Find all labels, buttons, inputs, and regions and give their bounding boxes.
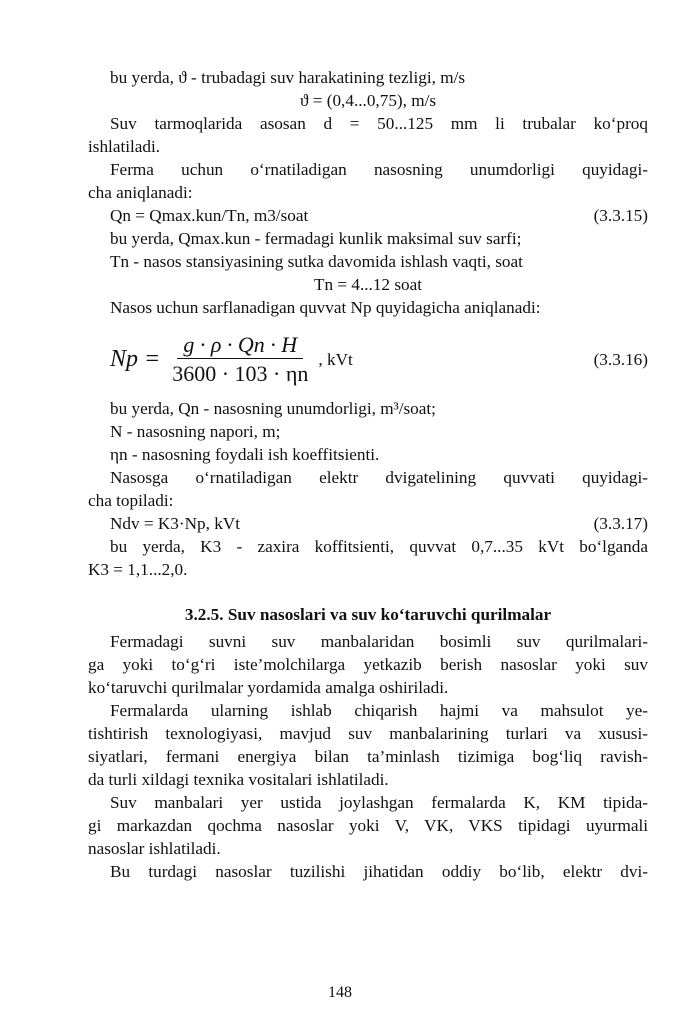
text-line: Ferma uchun o‘rnatiladigan nasosning unumdorligi quyidagi- bbox=[110, 160, 648, 179]
fraction-denominator: 3600 · 103 · ηn bbox=[172, 361, 309, 386]
paragraph-line: gi markazdan qochma nasoslar yoki V, VK, VKS tipidagi uyurmali bbox=[88, 816, 648, 835]
equation-formula: Ndv = K3·Np, kVt bbox=[110, 514, 240, 533]
section-heading: 3.2.5. Suv nasoslari va suv ko‘taruvchi qurilmalar bbox=[184, 605, 552, 624]
equation-3-3-17 bbox=[88, 512, 648, 535]
text-line: Tn - nasos stansiyasining sutka davomida ishlash vaqti, soat bbox=[110, 252, 523, 271]
text-line: cha topiladi: bbox=[88, 491, 174, 510]
equation-number: (3.3.15) bbox=[593, 206, 648, 225]
text-line: bu yerda, Qmax.kun - fermadagi kunlik maksimal suv sarfi; bbox=[110, 229, 522, 248]
text-line: ηn - nasosning foydali ish koeffitsienti. bbox=[110, 445, 380, 464]
text-line: bu yerda, Qn - nasosning unumdorligi, m³/soat; bbox=[110, 399, 436, 418]
text-line: N - nasosning napori, m; bbox=[110, 422, 281, 441]
paragraph-line: da turli xildagi texnika vositalari ishlatiladi. bbox=[88, 770, 389, 789]
equation-number: (3.3.17) bbox=[593, 514, 648, 533]
text-line: cha aniqlanadi: bbox=[88, 183, 193, 202]
paragraph-line: ko‘taruvchi qurilmalar yordamida amalga oshiriladi. bbox=[88, 678, 449, 697]
page-body bbox=[88, 66, 648, 883]
text-line: ishlatiladi. bbox=[88, 137, 161, 156]
equation-lhs: Np = bbox=[110, 345, 161, 372]
paragraph-line: tishtirish texnologiyasi, mavjud suv manbalarining turlari va xususi- bbox=[88, 724, 648, 743]
text-line: Suv tarmoqlarida asosan d = 50...125 mm li trubalar ko‘proq bbox=[110, 114, 648, 133]
paragraph-line: siyatlari, fermani energiya bilan ta’minlash tizimiga bog‘liq ravish- bbox=[88, 747, 648, 766]
equation-unit: , kVt bbox=[318, 349, 353, 369]
text-line: bu yerda, ϑ - trubadagi suv harakatining tezligi, m/s bbox=[110, 68, 466, 87]
text-line: K3 = 1,1...2,0. bbox=[88, 560, 188, 579]
velocity-range-line: ϑ = (0,4...0,75), m/s bbox=[299, 91, 437, 110]
text-line: Tn = 4...12 soat bbox=[313, 275, 423, 294]
paragraph-line: Fermadagi suvni suv manbalaridan bosimli suv qurilmalari- bbox=[110, 632, 648, 651]
page-number: 148 bbox=[328, 984, 352, 1001]
paragraph-line: nasoslar ishlatiladi. bbox=[88, 839, 221, 858]
fraction bbox=[166, 333, 314, 385]
equation-3-3-16 bbox=[88, 321, 648, 397]
equation-3-3-15 bbox=[88, 204, 648, 227]
paragraph-line: ga yoki to‘g‘ri iste’molchilarga yetkazib berish nasoslar yoki suv bbox=[88, 655, 648, 674]
equation-number: (3.3.16) bbox=[593, 349, 648, 369]
paragraph-line: Fermalarda ularning ishlab chiqarish hajmi va mahsulot ye- bbox=[110, 701, 648, 720]
fraction-numerator: g · ρ · Qn · H bbox=[177, 333, 303, 359]
paragraph-line: Suv manbalari yer ustida joylashgan fermalarda K, KM tipida- bbox=[110, 793, 648, 812]
text-line: Nasosga o‘rnatiladigan elektr dvigatelining quvvati quyidagi- bbox=[110, 468, 648, 487]
paragraph-line: Bu turdagi nasoslar tuzilishi jihatidan oddiy bo‘lib, elektr dvi- bbox=[110, 862, 648, 881]
text-line: Nasos uchun sarflanadigan quvvat Np quyidagicha aniqlanadi: bbox=[110, 298, 541, 317]
equation-formula: Qn = Qmax.kun/Tn, m3/soat bbox=[110, 206, 309, 225]
text-line: bu yerda, K3 - zaxira koffitsienti, quvvat 0,7...35 kVt bo‘lganda bbox=[110, 537, 648, 556]
